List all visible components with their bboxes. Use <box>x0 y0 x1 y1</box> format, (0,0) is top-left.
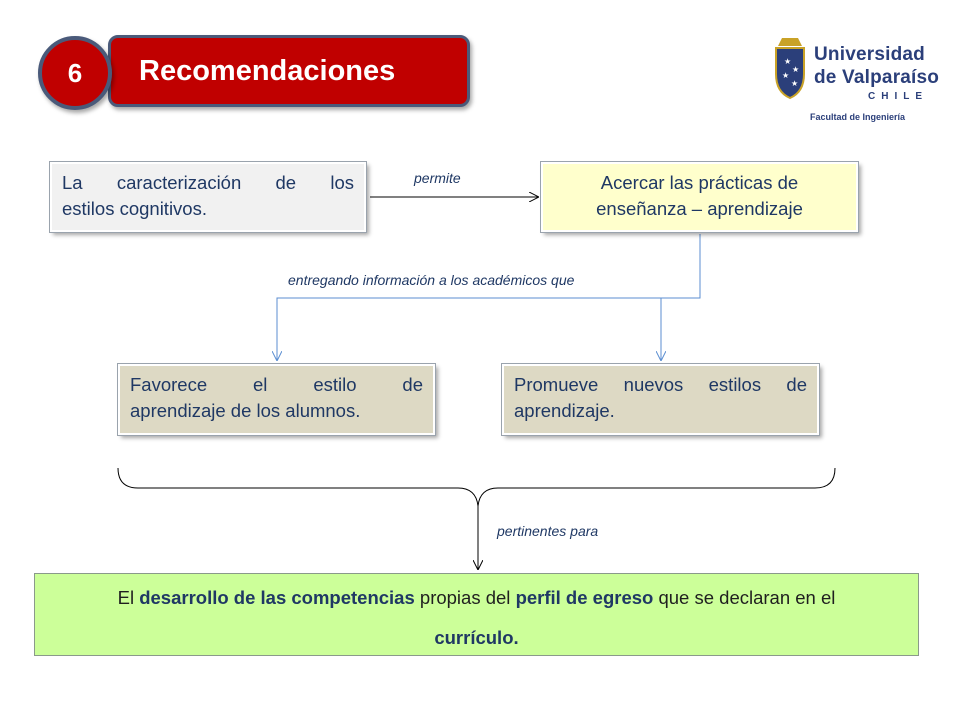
shield-icon <box>772 34 808 100</box>
node-promueve-line2: aprendizaje. <box>514 400 615 421</box>
university-logo <box>772 32 942 132</box>
conclusion-text-1: El <box>117 587 140 608</box>
node-conclusion-line1 <box>47 578 906 618</box>
svg-text:★: ★ <box>784 57 792 66</box>
edge-label-entregando: entregando información a los académicos que <box>288 272 575 288</box>
node-favorece-line1: Favorece el estilo de <box>130 374 423 395</box>
logo-text-valparaiso: de Valparaíso <box>814 67 940 88</box>
node-promueve <box>502 364 819 435</box>
section-number-badge <box>38 36 112 110</box>
logo-text-facultad: Facultad de Ingeniería <box>810 112 906 122</box>
logo-text-universidad: Universidad <box>814 44 925 65</box>
section-number: 6 <box>67 57 83 88</box>
svg-text:★: ★ <box>792 65 800 74</box>
node-conclusion <box>34 573 919 656</box>
conclusion-text-3: que se declaran en el <box>653 587 836 608</box>
node-conclusion-line2 <box>47 618 906 658</box>
node-acercar-line1: Acercar las prácticas de <box>600 172 799 193</box>
connector-entregando <box>277 234 700 360</box>
edge-label-permite: permite <box>414 170 461 186</box>
conclusion-bold-curriculo: currículo. <box>434 627 519 648</box>
logo-text-chile: CHILE <box>868 91 928 102</box>
brace <box>118 468 835 506</box>
edge-label-pertinentes: pertinentes para <box>497 523 599 539</box>
section-title-banner <box>108 35 470 107</box>
node-promueve-line1: Promueve nuevos estilos de <box>514 374 807 395</box>
node-caracterizacion-line1: La caracterización de los <box>62 172 354 193</box>
node-favorece-line2: aprendizaje de los alumnos. <box>130 400 361 421</box>
node-acercar <box>541 162 858 232</box>
section-title: Recomendaciones <box>139 54 396 87</box>
conclusion-text-2: propias del <box>414 587 516 608</box>
node-favorece <box>118 364 435 435</box>
svg-text:★: ★ <box>791 79 799 88</box>
node-acercar-line2: enseñanza – aprendizaje <box>596 198 803 219</box>
node-caracterizacion <box>50 162 366 232</box>
conclusion-bold-competencias: desarrollo de las competencias <box>139 587 415 608</box>
node-caracterizacion-line2: estilos cognitivos. <box>62 198 207 219</box>
svg-text:★: ★ <box>782 71 790 80</box>
conclusion-bold-perfil: perfil de egreso <box>515 587 654 608</box>
